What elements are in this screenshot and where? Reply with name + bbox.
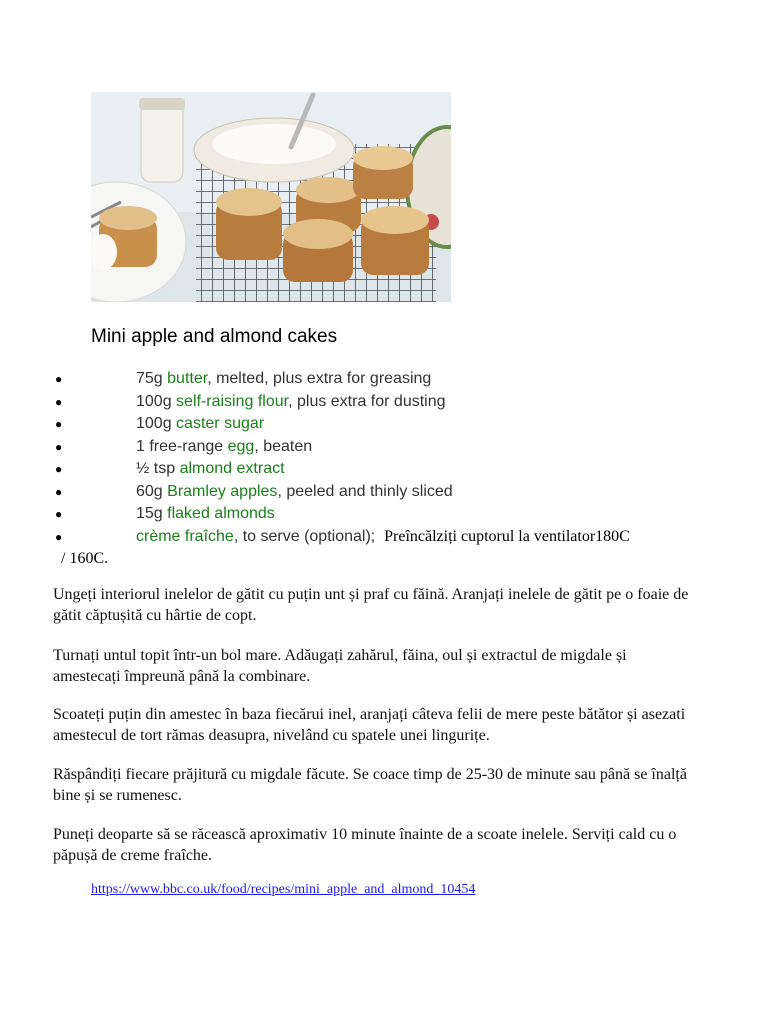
ingredient-item — [0, 368, 768, 391]
ingredient-link[interactable]: Bramley apples — [167, 482, 278, 500]
bullet-icon: ● — [55, 372, 63, 386]
ingredient-link[interactable]: almond extract — [179, 460, 285, 477]
ingredient-text: 100g self-raising flour, plus extra for dusting — [136, 392, 446, 410]
ingredient-item — [0, 526, 768, 570]
bullet-icon: ● — [55, 462, 63, 476]
bullet-icon: ● — [55, 439, 63, 454]
ingredient-item — [0, 458, 768, 481]
recipe-photo — [91, 92, 451, 302]
ingredient-item — [0, 481, 768, 504]
ingredient-text: 100g caster sugar — [136, 415, 265, 432]
bullet-icon: ● — [55, 507, 63, 521]
step-paragraph: Puneți deoparte să se răcească aproximativ 10 minute înainte de a scoate inelele. Serviți cald cu o păpușă de creme fraîche. — [53, 826, 677, 864]
ingredient-text: 75g butter, melted, plus extra for greasing — [136, 370, 432, 387]
ingredient-link[interactable]: flaked almonds — [167, 505, 275, 522]
preheat-continuation: / 160C. — [61, 549, 109, 567]
cakes-illustration — [91, 92, 451, 302]
ingredient-text: ½ tsp almond extract — [136, 460, 285, 477]
ingredient-item — [0, 413, 768, 436]
step-paragraph: Scoateți puțin din amestec în baza fiecărui inel, aranjați câteva felii de mere peste bătător și asezati amestecul de tort rămas deasupra, nivelând cu spatele unei lingurițe. — [53, 706, 686, 744]
ingredient-text: 60g Bramley apples, peeled and thinly sliced — [136, 482, 453, 500]
ingredient-text: 1 free-range egg, beaten — [136, 437, 313, 455]
ingredient-list — [0, 368, 768, 570]
recipe-title: Mini apple and almond cakes — [91, 326, 338, 347]
step-paragraph: Răspândiți fiecare prăjitură cu migdale făcute. Se coace timp de 25-30 de minute sau până se înalță bine și se rumenesc. — [53, 766, 687, 804]
ingredient-text: 15g flaked almonds — [136, 505, 275, 522]
ingredient-link[interactable]: caster sugar — [176, 415, 265, 432]
bullet-icon: ● — [55, 484, 63, 499]
ingredient-item — [0, 436, 768, 459]
ingredient-item — [0, 503, 768, 526]
bullet-icon: ● — [55, 529, 63, 544]
step-paragraph: Ungeți interiorul inelelor de gătit cu puțin unt și praf cu făină. Aranjați inelele de gătit pe o foaie de gătit căptușită cu hârtie de copt. — [53, 586, 689, 624]
ingredient-link[interactable]: crème fraîche — [136, 527, 234, 545]
ingredient-item — [0, 391, 768, 414]
preheat-text: Preîncălziți cuptorul la ventilator180C — [384, 527, 630, 545]
step-paragraph: Turnați untul topit într-un bol mare. Adăugați zahărul, făina, oul și extractul de migdale și amestecați împreună până la combinare. — [53, 647, 627, 685]
bullet-icon: ● — [55, 417, 63, 431]
ingredient-link[interactable]: self-raising flour — [176, 392, 289, 410]
ingredient-link[interactable]: egg — [227, 437, 255, 455]
ingredient-link[interactable]: butter — [167, 370, 208, 387]
bullet-icon: ● — [55, 394, 63, 409]
ingredient-text: crème fraîche, to serve (optional); Preîncălziți cuptorul la ventilator180C — [136, 527, 630, 545]
source-link[interactable]: https://www.bbc.co.uk/food/recipes/mini_apple_and_almond_10454 — [91, 882, 476, 897]
